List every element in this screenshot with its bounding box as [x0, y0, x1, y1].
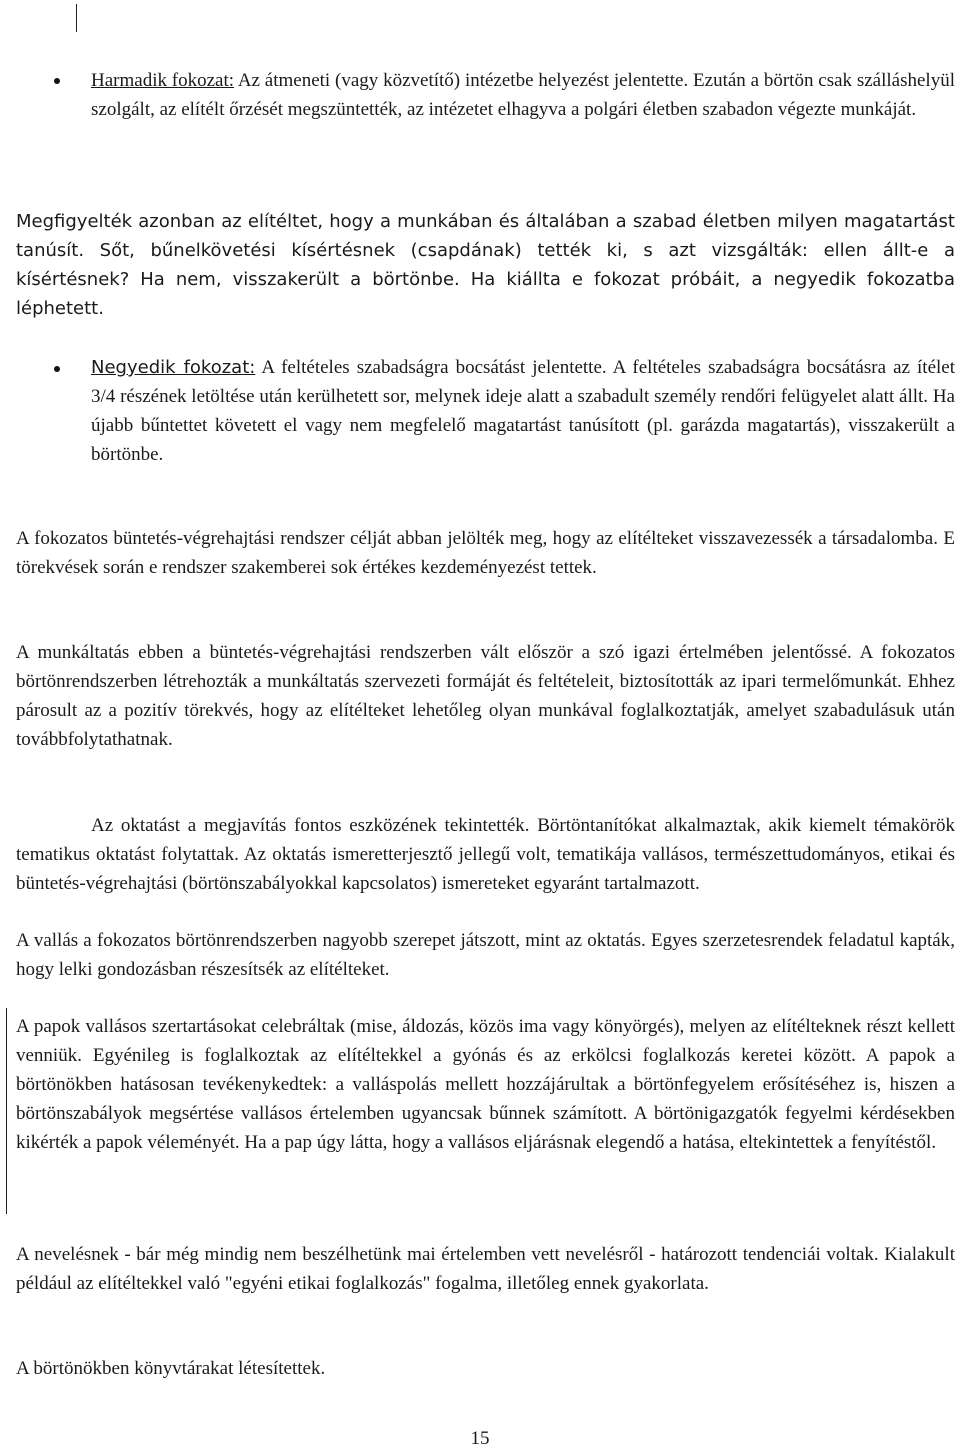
paragraph-vallas: A vallás a fokozatos börtönrendszerben nagyobb szerepet játszott, mint az oktatás. Egyes szerzetesrendek feladatul kapták, hogy lelki gondozásban részesítsék az elítélteket.	[16, 930, 955, 980]
paragraph-papok: A papok vallásos szertartásokat celebráltak (mise, áldozás, közös ima vagy könyörgés), melyen az elítélteknek részt kellett venniük. Egyénileg is foglalkoztak az elítéltekkel a gyónás és az erkölcsi foglalkozás keretei között. A papok a börtönökben hatásosan tevékenykedtek: a valláspolás mellett hozzájárultak a börtönfegyelem erősítéséhez is, hiszen a börtönszabályok megsértése vallásos értelemben ugyancsak bűnnek számított. A börtönigazgatók fegyelmi kérdésekben kikérték a papok véleményét. Ha a pap úgy látta, hogy a vallásos eljárásnak elegendő a hatása, eltekintettek a fenyítéstől.	[16, 1016, 955, 1153]
bullet-dot-2	[54, 366, 60, 372]
bullet-label-negyedik: Negyedik fokozat:	[91, 357, 256, 378]
paragraph-megfigyeltek-sans: Megfigyelték azonban az elítéltet, hogy a munkában és általában a szabad életben milyen magatartást tanúsít.	[16, 211, 955, 261]
bullet-text-harmadik: Az átmeneti (vagy közvetítő) intézetbe helyezést jelentette. Ezután a börtön csak szálláshelyül szolgált, az elítélt őrzését megszüntették, az intézetet elhagyva a polgári életben szabadon végezte munkáját.	[91, 70, 955, 120]
top-margin-mark	[76, 4, 77, 32]
paragraph-cel: A fokozatos büntetés-végrehajtási rendszer célját abban jelölték meg, hogy az elítélteket visszavezessék a társadalomba. E törekvések során e rendszer szakemberei sok értékes kezdeményezést tettek.	[16, 528, 955, 578]
paragraph-oktatas-text: Az oktatást a megjavítás fontos eszközének tekintették. Börtöntanítókat alkalmaztak, akik kiemelt témakörök tematikus oktatást folytattak. Az oktatás ismeretterjesztő jellegű volt, tematikája vallásos, természettudományos, etikai és büntetés-végrehajtási (börtönszabályokkal kapcsolatos) ismereteket egyaránt tartalmazott.	[16, 815, 955, 894]
papok-change-bar	[6, 1008, 7, 1214]
bullet-label-harmadik: Harmadik fokozat:	[91, 70, 235, 91]
bullet-dot-1	[54, 78, 60, 84]
bullet-text-negyedik: A feltételes szabadságra bocsátást jelentette. A feltételes szabadságra bocsátásra az ítélet 3/4 részének letöltése után kerülhetett sor, melynek ideje alatt a szabadult személy rendőri felügyelet alatt állt. Ha újabb bűntettet követett el vagy nem megfelelő magatartást tanúsított (pl. garázda magatartás), visszakerült a börtönbe.	[91, 357, 955, 465]
paragraph-megfigyeltek	[16, 207, 955, 323]
paragraph-neveles: A nevelésnek - bár még mindig nem beszélhetünk mai értelemben vett nevelésről - határozott tendenciái voltak. Kialakult például az elítéltekkel való "egyéni etikai foglalkozás" fogalma, illetőleg ennek gyakorlata.	[16, 1244, 955, 1294]
paragraph-konyvtar: A börtönökben könyvtárakat létesítettek.	[16, 1358, 326, 1379]
page-number: 15	[470, 1428, 490, 1449]
bullet-harmadik-fokozat	[91, 66, 955, 124]
paragraph-oktatas	[16, 811, 955, 898]
paragraph-munkaltatas: A munkáltatás ebben a büntetés-végrehajtási rendszerben vált először a szó igazi értelmében jelentőssé. A fokozatos börtönrendszerben létrehozták a munkáltatás szervezeti formáját és feltételeit, biztosították az ipari termelőmunkát. Ehhez párosult az a pozitív törekvés, hogy az elítélteket lehetőleg olyan munkával foglalkoztatják, amelyet szabadulásuk után továbbfolytathatnak.	[16, 642, 955, 750]
paragraph-megfigyeltek-serif: Sőt, bűnelkövetési kísértésnek (csapdának) tették ki, s azt vizsgálták: ellen állt-e a kísértésnek? Ha nem, visszakerült a börtönbe. Ha kiállta e fokozat próbáit, a negyedik fokozatba léphetett.	[16, 240, 955, 319]
bullet-negyedik-fokozat	[91, 353, 955, 469]
